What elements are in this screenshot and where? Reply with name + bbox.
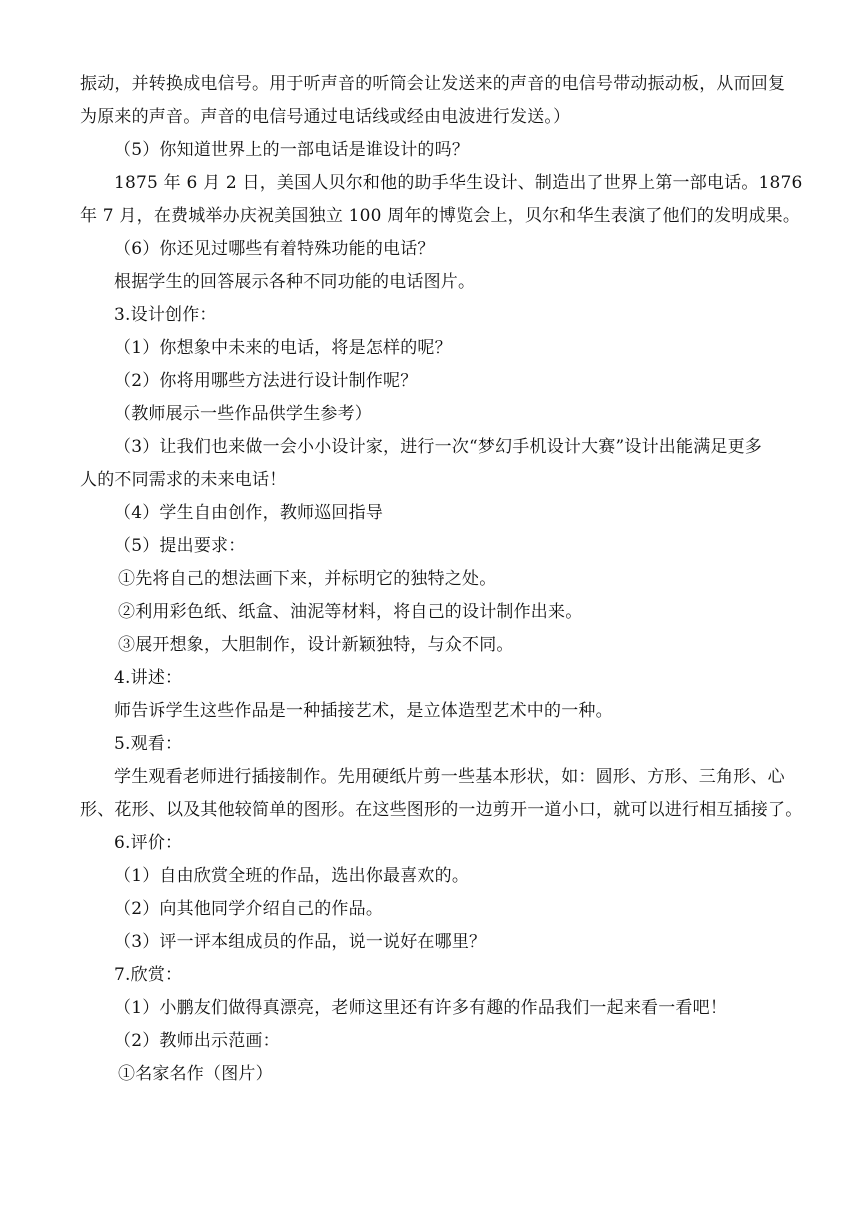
requirement-item: ②利用彩色纸、纸盒、油泥等材料，将自己的设计制作出来。 [118,602,583,622]
list-item: （5）提出要求： [114,536,246,556]
list-item: （1）自由欣赏全班的作品，选出你最喜欢的。 [114,866,470,886]
paragraph-line: 学生观看老师进行插接制作。先用硬纸片剪一些基本形状，如：圆形、方形、三角形、心 [114,767,785,787]
question-line: （1）你想象中未来的电话，将是怎样的呢？ [114,338,452,358]
section-heading: 4.讲述： [114,668,183,688]
paragraph-line: 师告诉学生这些作品是一种插接艺术，是立体造型艺术中的一种。 [114,701,613,721]
question-line: （6）你还见过哪些有着特殊功能的电话？ [114,239,435,259]
requirement-item: ①名家名作（图片） [118,1064,273,1084]
list-item: （1）小鹏友们做得真漂亮，老师这里还有许多有趣的作品我们一起来看一看吧！ [114,998,728,1018]
paragraph-line: 根据学生的回答展示各种不同功能的电话图片。 [114,272,476,292]
section-heading: 3.设计创作： [114,305,217,325]
paragraph-line: 为原来的声音。声音的电信号通过电话线或经由电波进行发送。） [80,107,571,127]
section-heading: 6.评价： [114,833,183,853]
note-line: （教师展示一些作品供学生参考） [114,404,372,424]
requirement-item: ③展开想象，大胆制作，设计新颖独特，与众不同。 [118,635,514,655]
question-line: （2）你将用哪些方法进行设计制作呢？ [114,371,418,391]
paragraph-line: 人的不同需求的未来电话！ [80,470,287,490]
list-item: （3）评一评本组成员的作品，说一说好在哪里？ [114,932,487,952]
question-line: （5）你知道世界上的一部电话是谁设计的吗？ [114,140,470,160]
section-heading: 7.欣赏： [114,965,183,985]
paragraph-line: 年 7 月，在费城举办庆祝美国独立 100 周年的博览会上，贝尔和华生表演了他们的发明成果。 [80,206,801,226]
list-item: （2）教师出示范画： [114,1031,280,1051]
document-page [80,68,803,1091]
question-line: （3）让我们也来做一会小小设计家，进行一次“梦幻手机设计大赛”设计出能满足更多 [114,437,762,457]
paragraph-line: 形、花形、以及其他较简单的图形。在这些图形的一边剪开一道小口，就可以进行相互插接了。 [80,800,803,820]
requirement-item: ①先将自己的想法画下来，并标明它的独特之处。 [118,569,497,589]
paragraph-line: 1875 年 6 月 2 日，美国人贝尔和他的助手华生设计、制造出了世界上第一部电话。1876 [114,173,803,193]
list-item: （2）向其他同学介绍自己的作品。 [114,899,384,919]
list-item: （4）学生自由创作，教师巡回指导 [114,503,384,523]
paragraph-line: 振动，并转换成电信号。用于听声音的听筒会让发送来的声音的电信号带动振动板，从而回复 [80,74,786,94]
section-heading: 5.观看： [114,734,183,754]
